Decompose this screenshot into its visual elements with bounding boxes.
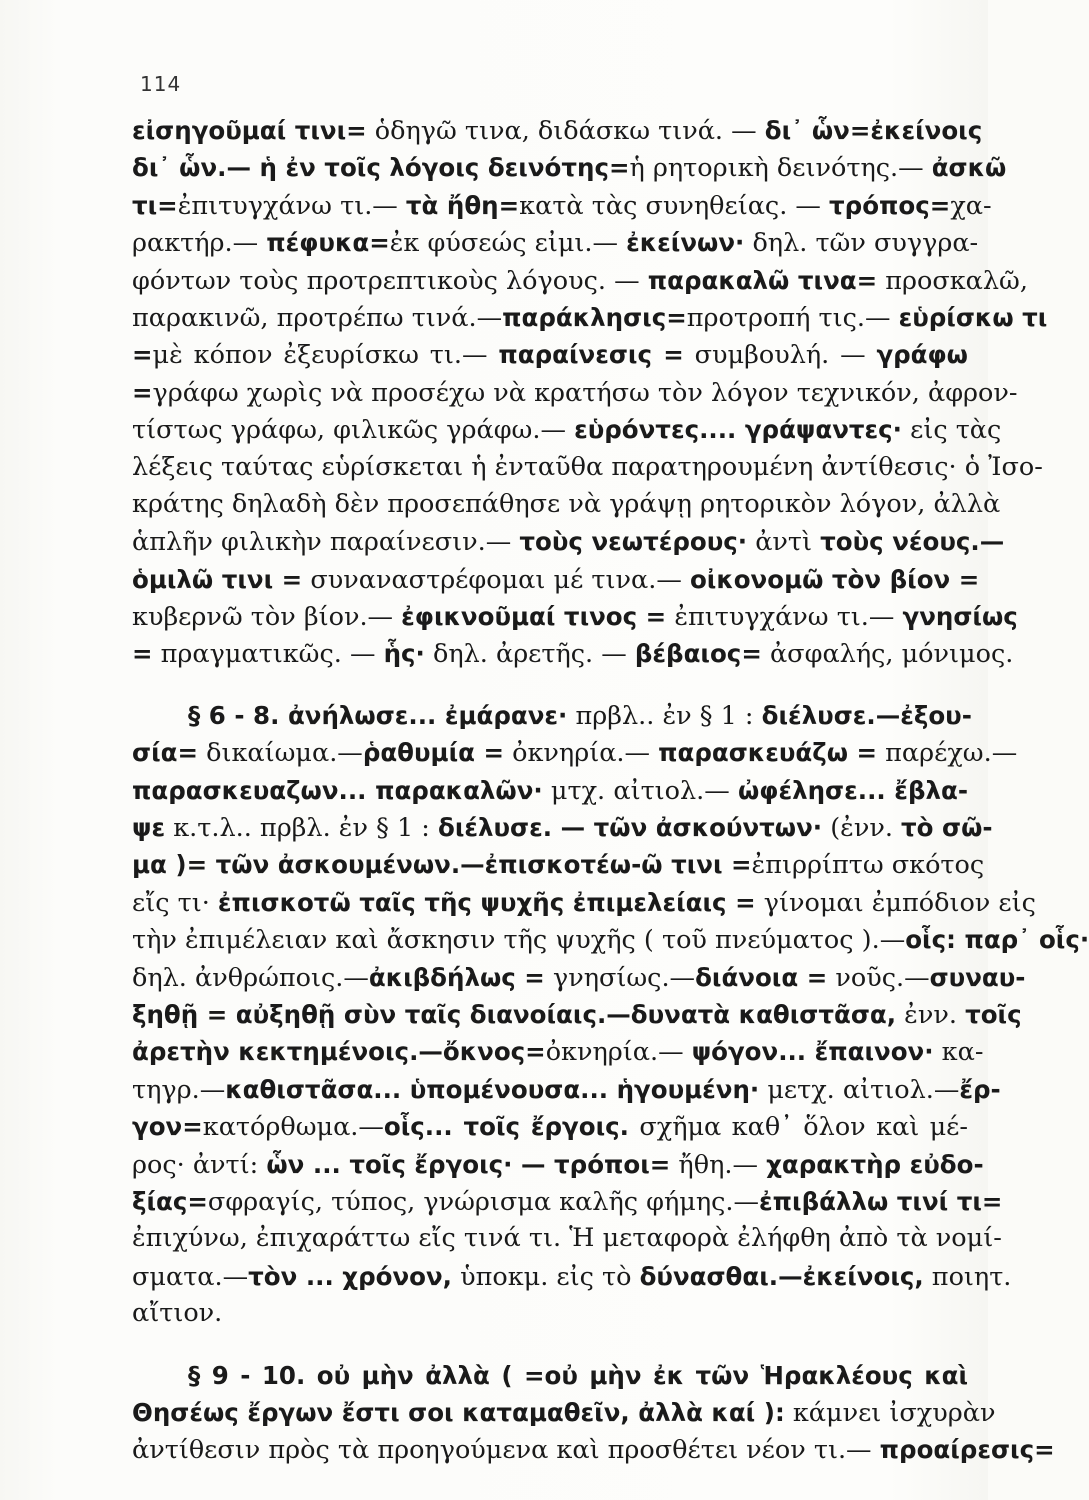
text-line — [132, 523, 1005, 560]
text-line — [132, 1108, 968, 1145]
gloss-text: (ἐνν. — [822, 813, 902, 844]
lemma-bold: ὧν ... τοῖς ἔργοις· — τρόποι= — [266, 1149, 671, 1179]
text-line — [132, 921, 1089, 958]
gloss-text: κατόρθωμα.— — [202, 1112, 384, 1143]
text-line — [132, 846, 985, 883]
text-line — [132, 1357, 968, 1394]
paragraph — [132, 1357, 1055, 1469]
paragraph-gap — [132, 673, 968, 697]
gloss-text: ποιητ. — [923, 1261, 1012, 1292]
lemma-bold: οἷς... τοῖς ἔργοις. — [383, 1112, 629, 1142]
gloss-text: δηλ. τῶν συγγρα- — [744, 228, 979, 259]
commentary-text — [132, 112, 1089, 1469]
text-line — [132, 884, 1036, 921]
lemma-bold: τὸν ... χρόνον, — [248, 1261, 452, 1291]
lemma-bold: ἀκιβδήλως = — [368, 962, 545, 992]
lemma-bold: ὠφέλησε... ἔβλα- — [738, 775, 968, 805]
text-line — [132, 996, 1022, 1033]
text-line — [132, 1431, 1055, 1468]
text-line — [132, 561, 980, 598]
text-line — [132, 809, 993, 846]
text-line — [132, 1146, 984, 1183]
gloss-text: μὲ κόπον ἐξευρίσκω τι.— — [152, 340, 499, 371]
text-line — [132, 1220, 1002, 1257]
gloss-text: ρος· ἀντί: — [132, 1149, 267, 1180]
gloss-text: ὁδηγῶ τινα, διδάσκω τινά. — — [366, 116, 765, 146]
lemma-bold: δι᾿ ὧν=ἐκείνοις — [764, 116, 983, 145]
gloss-text: τηγρ.— — [132, 1074, 226, 1105]
gloss-text: σχῆμα καθ᾿ ὅλον καὶ μέ- — [628, 1112, 969, 1143]
lemma-bold: = — [132, 340, 153, 370]
gloss-text: προσκαλῶ, — [877, 265, 1028, 296]
gloss-text: δικαίωμα.— — [198, 738, 363, 769]
lemma-bold: τοῖς — [965, 999, 1022, 1029]
lemma-bold: διέλυσε. — τῶν ἀσκούντων· — [437, 813, 823, 843]
text-line — [132, 1258, 1012, 1295]
lemma-bold: εἰσηγοῦμαί τινι= — [132, 116, 367, 145]
gloss-text: ἡ ρητορικὴ δεινότης.— — [629, 153, 932, 184]
lemma-bold: τὸ σῶ- — [901, 813, 993, 843]
lemma-bold: παρακαλῶ τινα= — [647, 265, 878, 295]
page-number: 114 — [140, 72, 182, 96]
lemma-bold: προαίρεσις= — [879, 1435, 1055, 1465]
lemma-bold: γράφω — [876, 340, 968, 370]
gloss-text: κράτης δηλαδὴ δὲν προσεπάθησε νὰ γράψῃ ρητορικὸν λόγον, ἀλλὰ — [132, 488, 1001, 519]
lemma-bold: ἐκείνων· — [626, 228, 745, 258]
lemma-bold: οἷς: παρ᾿ οἷς· — [905, 925, 1089, 955]
lemma-bold: ἧς· — [383, 639, 425, 669]
lemma-bold: ξίας= — [132, 1186, 208, 1216]
text-line — [132, 486, 1001, 523]
text-line — [132, 299, 1048, 336]
gloss-text: ἐπιρρίπτω σκότος — [751, 850, 985, 881]
lemma-bold: ψόγον... ἔπαινον· — [691, 1037, 934, 1067]
text-line — [132, 187, 992, 224]
gloss-text: ἐκ φύσεώς εἰμι.— — [389, 228, 627, 259]
gloss-text: παρέχω.— — [877, 738, 1018, 769]
lemma-bold: ψε — [132, 813, 166, 843]
lemma-bold: ἐφικνοῦμαί τινος = — [401, 602, 667, 632]
text-line — [132, 1394, 996, 1431]
gloss-text: κυβερνῶ τὸν βίον.— — [132, 602, 402, 633]
lemma-bold: εὑρόντες.... γράψαντες· — [574, 415, 902, 445]
gloss-text: λέξεις ταύτας εὑρίσκεται ἡ ἐνταῦθα παρατηρουμένη ἀντίθεσις· ὁ Ἰσο- — [132, 451, 1043, 482]
text-line — [132, 1033, 984, 1070]
gloss-text: προτροπή τις.— — [686, 302, 899, 333]
text-line — [132, 635, 1014, 672]
gloss-text: δηλ. ἀνθρώποις.— — [132, 962, 369, 993]
gloss-text: ἐπιτυγχάνω τι.— — [666, 602, 903, 633]
text-line — [132, 697, 972, 734]
gloss-text: πραγματικῶς. — — [152, 639, 384, 670]
gloss-text: πρβλ.. ἐν § 1 : — [567, 700, 762, 731]
lemma-bold: δι᾿ ὧν.— ἡ ἐν τοῖς λόγοις δεινότης= — [132, 153, 630, 183]
text-line — [132, 411, 1002, 448]
text-line — [132, 772, 968, 809]
lemma-bold: § 9 - 10. οὐ μὴν ἀλλὰ ( =οὐ μὴν ἐκ τῶν Ἡρακλέους καὶ — [188, 1360, 968, 1390]
gloss-text: εἰς τὰς — [902, 415, 1002, 446]
lemma-bold: πέφυκα= — [266, 228, 390, 258]
gloss-text: νοῦς.— — [827, 962, 930, 993]
lemma-bold: τοὺς νεωτέρους· — [519, 527, 748, 557]
gloss-text: κάμνει ἰσχυρὰν — [784, 1397, 996, 1428]
gloss-text: τίστως γράφω, φιλικῶς γράφω.— — [132, 415, 575, 446]
gloss-text: τὴν ἐπιμέλειαν καὶ ἄσκησιν τῆς ψυχῆς ( τοῦ πνεύματος ).— — [132, 925, 906, 956]
lemma-bold: βέβαιος= — [634, 639, 762, 669]
gloss-text: ἤθη.— — [670, 1149, 767, 1180]
lemma-bold: = — [132, 639, 153, 669]
gloss-text: μετχ. αἰτιολ.— — [759, 1074, 960, 1105]
lemma-bold: διέλυσε.—ἐξου- — [761, 700, 972, 730]
gloss-text: ἀσφαλής, μόνιμος. — [761, 639, 1014, 670]
gloss-text: ὀκνηρία.— — [504, 738, 659, 769]
lemma-bold: ὁμιλῶ τινι = — [132, 564, 303, 594]
gloss-text: ἐπιχύνω, ἐπιχαράττω εἴς τινά τι. Ἡ μεταφορὰ ἐλήφθη ἀπὸ τὰ νομί- — [132, 1223, 1002, 1254]
gloss-text: εἴς τι· — [132, 887, 218, 918]
lemma-bold: ἐπισκοτῶ ταῖς τῆς ψυχῆς ἐπιμελείαις = — [217, 887, 756, 917]
gloss-text: σφραγίς, τύπος, γνώρισμα καλῆς φήμης.— — [207, 1186, 760, 1217]
gloss-text: ὀκνηρία.— — [545, 1037, 692, 1068]
gloss-text: γράφω χωρὶς νὰ προσέχω νὰ κρατήσω τὸν λόγον τεχνικόν, ἀφρον- — [152, 377, 1018, 408]
lemma-bold: παρασκευαζων... παρακαλῶν· — [132, 775, 543, 805]
text-line — [132, 262, 1028, 299]
lemma-bold: ἐπιβάλλω τινί τι= — [759, 1186, 1003, 1216]
text-line — [132, 112, 983, 149]
text-line — [132, 1295, 968, 1332]
gloss-text: μτχ. αἰτιολ.— — [542, 775, 738, 806]
text-line — [132, 734, 1018, 771]
gloss-text: κα- — [933, 1037, 984, 1068]
paragraph — [132, 697, 1089, 1333]
gloss-text: συμβουλή. — — [683, 340, 877, 371]
lemma-bold: παρασκευάζω = — [658, 738, 878, 768]
gloss-text: ἀντίθεσιν πρὸς τὰ προηγούμενα καὶ προσθέτει νέον τι.— — [132, 1435, 880, 1466]
gloss-text: ἐνν. — [896, 999, 966, 1030]
lemma-bold: = — [132, 377, 153, 407]
gloss-text: συναναστρέφομαι μέ τινα.— — [302, 564, 690, 595]
lemma-bold: συναυ- — [929, 962, 1026, 992]
lemma-bold: παράκλησις= — [502, 302, 687, 332]
text-line — [132, 449, 1043, 486]
lemma-bold: ἀσκῶ — [931, 153, 1007, 183]
text-line — [132, 374, 1018, 411]
paragraph-gap — [132, 1333, 968, 1357]
lemma-bold: σία= — [132, 738, 198, 768]
gloss-text: γνησίως.— — [544, 962, 696, 993]
text-line — [132, 149, 1007, 186]
lemma-bold: καθιστᾶσα... ὑπομένουσα... ἡγουμένη· — [225, 1074, 760, 1104]
text-line — [132, 1071, 1001, 1108]
gloss-text: ρακτήρ.— — [132, 228, 267, 259]
lemma-bold: διάνοια = — [695, 962, 828, 992]
lemma-bold: τρόπος= — [829, 190, 951, 220]
lemma-bold: γνησίως — [902, 602, 1018, 632]
lemma-bold: εὑρίσκω τι — [898, 302, 1048, 332]
gloss-text: ὑποκμ. εἰς τὸ — [451, 1261, 640, 1292]
lemma-bold: τι= — [132, 190, 178, 220]
gloss-text: ἁπλῆν φιλικὴν παραίνεσιν.— — [132, 527, 520, 558]
lemma-bold: οἰκονομῶ τὸν βίον = — [689, 564, 980, 594]
lemma-bold: ἀρετὴν κεκτημένοις.—ὄκνος= — [132, 1037, 546, 1067]
gloss-text: ἀντὶ — [747, 527, 821, 558]
gloss-text: κατὰ τὰς συνηθείας. — — [519, 190, 830, 221]
lemma-bold: Θησέως ἔργων ἔστι σοι καταμαθεῖν, ἀλλὰ καί ): — [132, 1397, 785, 1427]
gloss-text: χα- — [950, 190, 992, 221]
text-line — [132, 336, 968, 373]
lemma-bold: χαρακτὴρ εὐδο- — [766, 1149, 984, 1179]
gloss-text: ἐπιτυγχάνω τι.— — [177, 190, 406, 221]
lemma-bold: ῥαθυμία = — [362, 738, 505, 768]
lemma-bold: ἔρ- — [959, 1074, 1001, 1104]
lemma-bold: μα )= τῶν ἀσκουμένων.—ἐπισκοτέω-ῶ τινι = — [132, 850, 752, 880]
text-line — [132, 224, 979, 261]
gloss-text: κ.τ.λ.. πρβλ. ἐν § 1 : — [165, 813, 438, 844]
lemma-bold: ξηθῇ = αὐξηθῇ σὺν ταῖς διανοίαις.—δυνατὰ καθιστᾶσα, — [132, 999, 897, 1029]
lemma-bold: τὰ ἤθη= — [405, 190, 520, 220]
gloss-text: φόντων τοὺς προτρεπτικοὺς λόγους. — — [132, 265, 648, 296]
gloss-text: παρακινῶ, προτρέπω τινά.— — [132, 302, 503, 333]
gloss-text: δηλ. ἀρετῆς. — — [424, 639, 635, 670]
lemma-bold: § 6 - 8. ἀνήλωσε... ἐμάρανε· — [188, 700, 568, 730]
gloss-text: σματα.— — [132, 1261, 249, 1292]
lemma-bold: παραίνεσις = — [498, 340, 684, 370]
text-line — [132, 959, 1026, 996]
paragraph — [132, 112, 1048, 673]
lemma-bold: γον= — [132, 1112, 203, 1142]
lemma-bold: δύνασθαι.—ἐκείνοις, — [639, 1261, 924, 1291]
lemma-bold: τοὺς νέους.— — [820, 527, 1005, 557]
text-line — [132, 1183, 1003, 1220]
gloss-text: αἴτιον. — [132, 1298, 223, 1329]
text-line — [132, 598, 1018, 635]
gloss-text: γίνομαι ἐμπόδιον εἰς — [755, 887, 1036, 918]
